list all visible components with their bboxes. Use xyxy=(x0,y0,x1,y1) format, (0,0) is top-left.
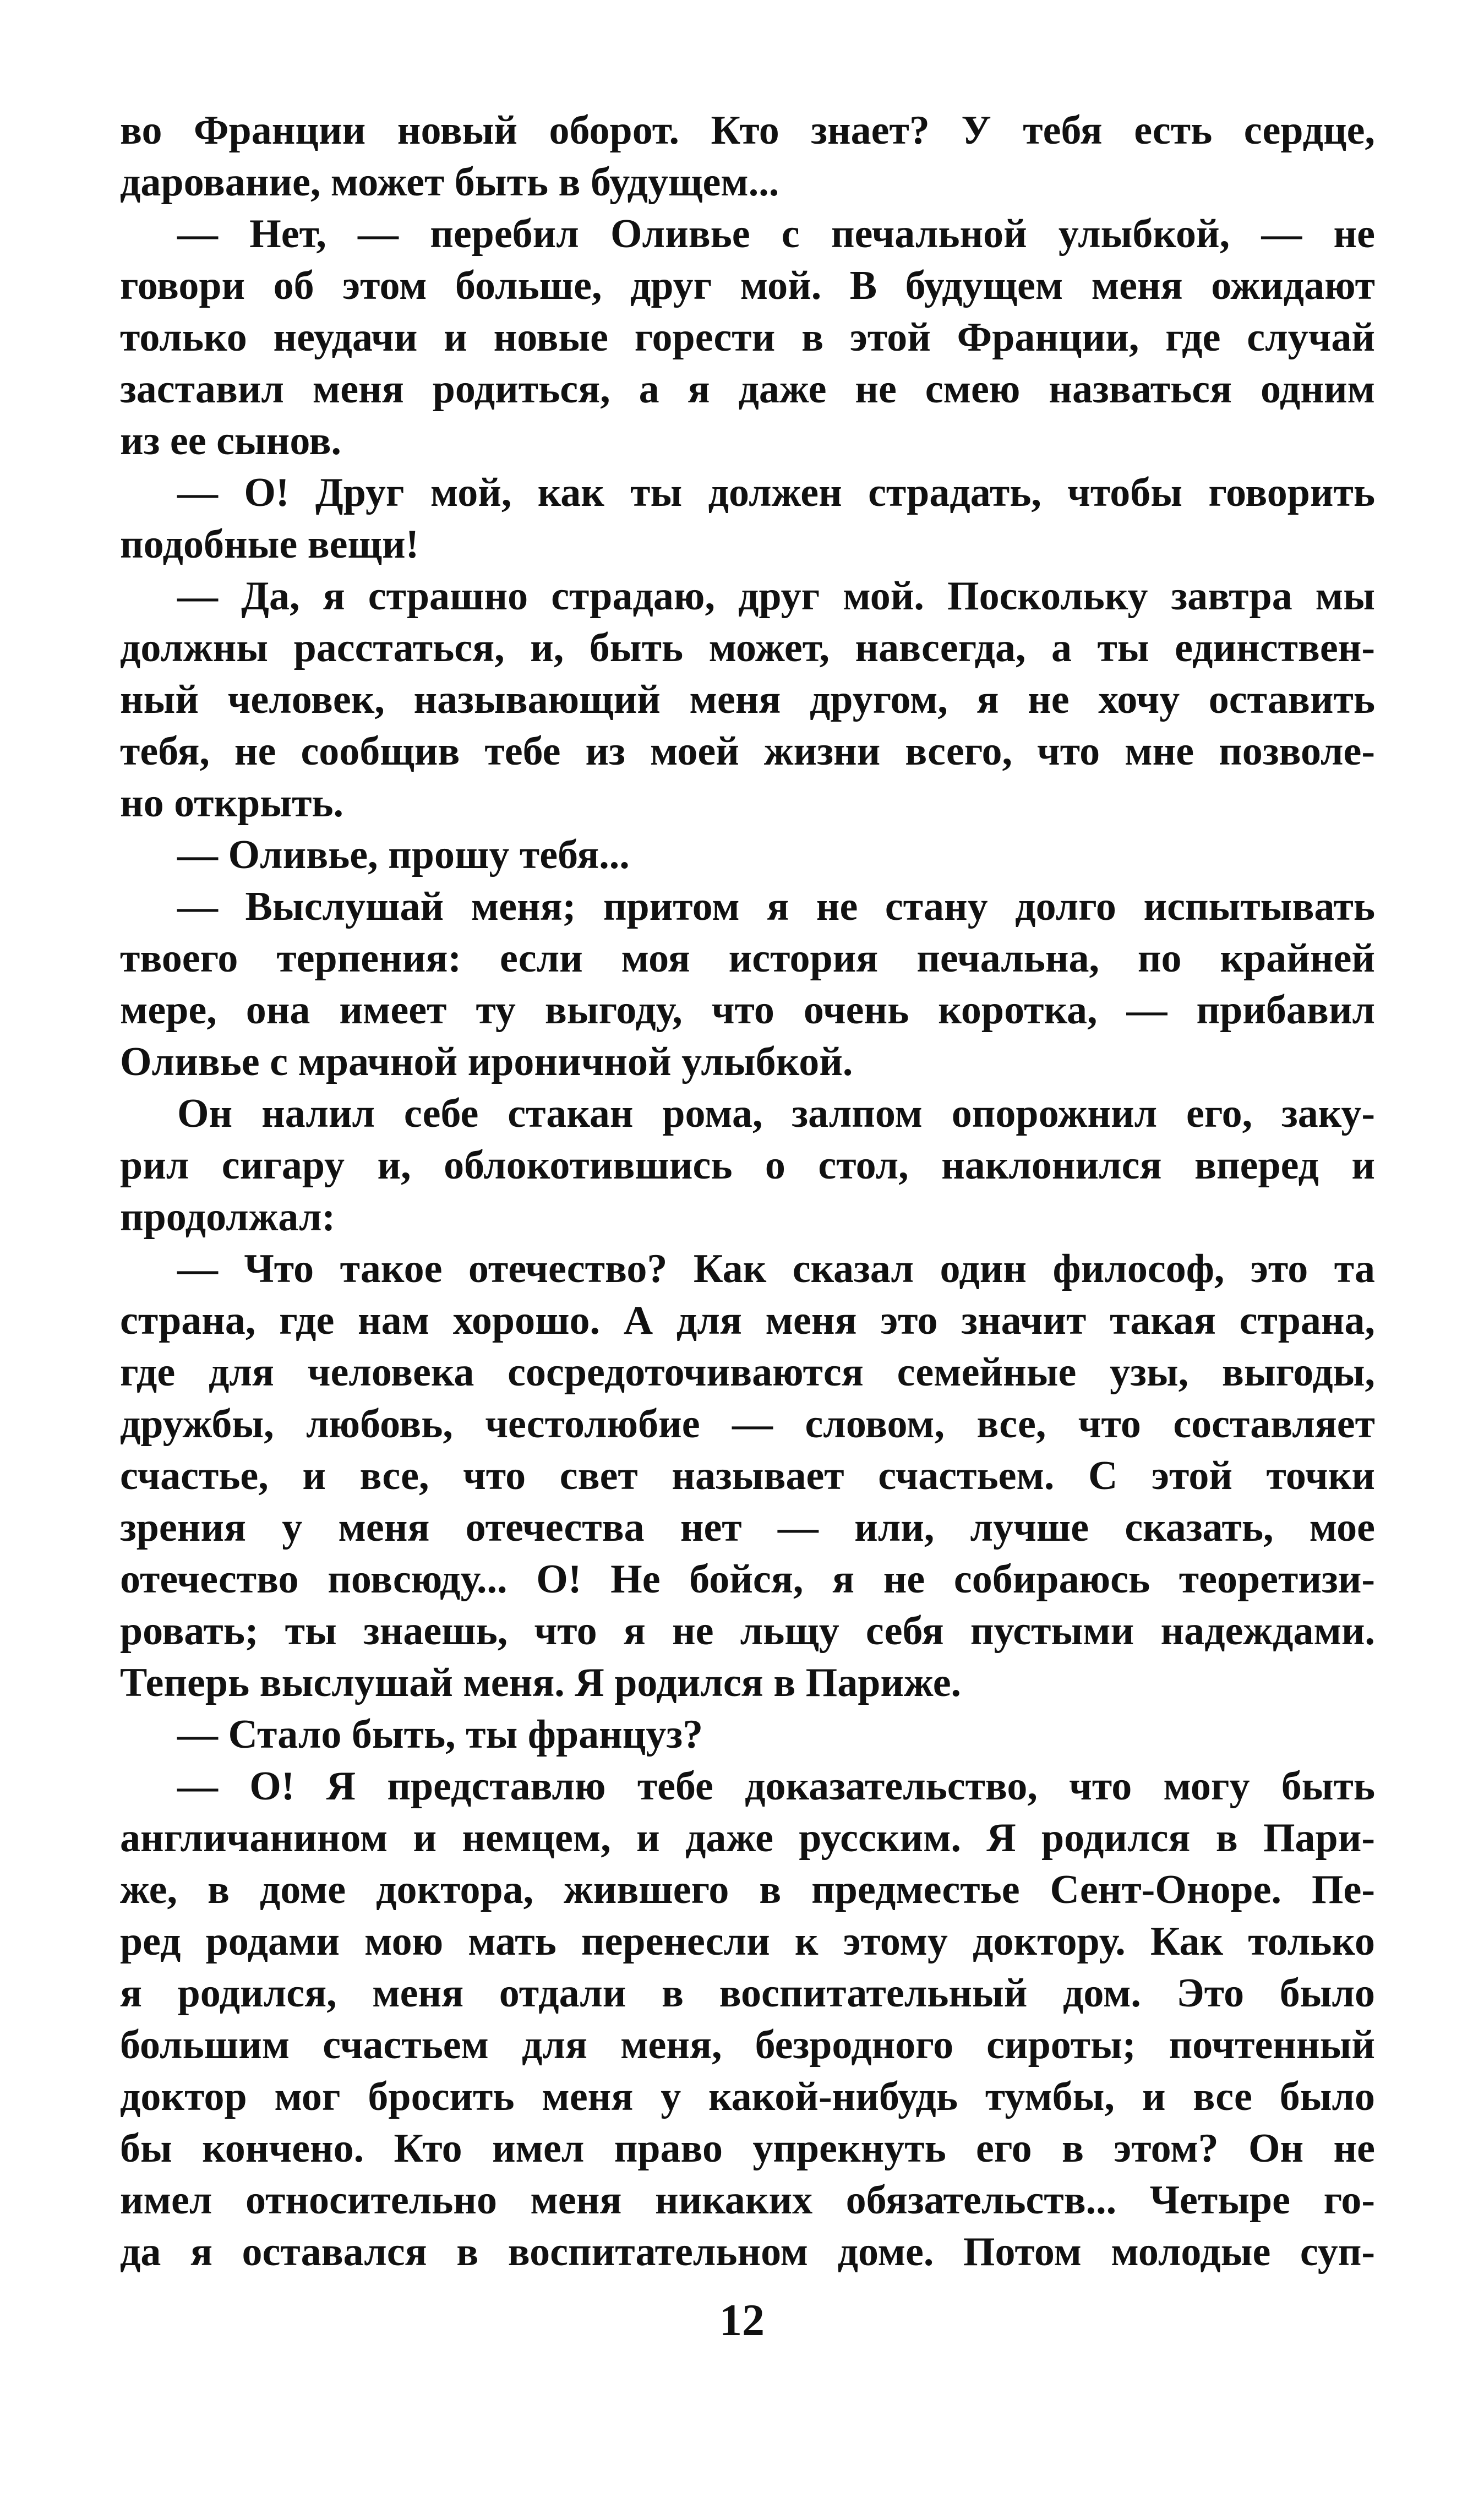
text-line: англичанином и немцем, и даже русским. Я родился в Пари- xyxy=(120,1815,1375,1861)
text-line: Оливье с мрачной ироничной улыбкой. xyxy=(120,1039,853,1084)
text-line: продолжал: xyxy=(120,1195,336,1240)
text-line: ред родами мою мать перенесли к этому доктору. Как только xyxy=(120,1919,1375,1964)
text-line: — О! Я представлю тебе доказательство, что могу быть xyxy=(177,1764,1375,1809)
page-number: 12 xyxy=(719,2295,765,2345)
text-line: во Франции новый оборот. Кто знает? У тебя есть сердце, xyxy=(120,108,1375,153)
text-line: доктор мог бросить меня у какой-нибудь тумбы, и все было xyxy=(120,2074,1375,2119)
text-line: страна, где нам хорошо. А для меня это значит такая страна, xyxy=(120,1298,1375,1343)
text-line: твоего терпения: если моя история печальна, по крайней xyxy=(120,936,1375,981)
text-line: только неудачи и новые горести в этой Франции, где случай xyxy=(120,315,1375,360)
text-line: Он налил себе стакан рома, залпом опорожнил его, заку- xyxy=(177,1091,1375,1136)
text-line: счастье, и все, что свет называет счастьем. С этой точки xyxy=(120,1453,1375,1498)
text-line: же, в доме доктора, жившего в предместье Сент-Оноре. Пе- xyxy=(120,1867,1375,1912)
text-line: дружбы, любовь, честолюбие — словом, все, что составляет xyxy=(120,1401,1375,1447)
text-line: — Что такое отечество? Как сказал один философ, это та xyxy=(177,1246,1375,1291)
text-line: большим счастьем для меня, безродного сироты; почтенный xyxy=(120,2022,1375,2068)
text-line: — Оливье, прошу тебя... xyxy=(177,832,630,877)
body-text xyxy=(120,105,1375,2278)
text-line: дарование, может быть в будущем... xyxy=(120,160,779,205)
text-line: — Выслушай меня; притом я не стану долго испытывать xyxy=(177,884,1375,929)
text-line: заставил меня родиться, а я даже не смею назваться одним xyxy=(120,367,1375,412)
text-line: я родился, меня отдали в воспитательный дом. Это было xyxy=(120,1971,1375,2016)
text-line: тебя, не сообщив тебе из моей жизни всего, что мне позволе- xyxy=(120,729,1375,774)
text-line: где для человека сосредоточиваются семейные узы, выгоды, xyxy=(120,1350,1375,1395)
text-line: бы кончено. Кто имел право упрекнуть его в этом? Он не xyxy=(120,2126,1375,2171)
text-line: но открыть. xyxy=(120,781,344,826)
text-line: имел относительно меня никаких обязательств... Четыре го- xyxy=(120,2178,1375,2223)
text-line: Теперь выслушай меня. Я родился в Париже. xyxy=(120,1660,962,1705)
text-line: мере, она имеет ту выгоду, что очень коротка, — прибавил xyxy=(120,988,1375,1033)
text-line: отечество повсюду... О! Не бойся, я не собираюсь теоретизи- xyxy=(120,1557,1375,1602)
text-line: ровать; ты знаешь, что я не льщу себя пустыми надеждами. xyxy=(120,1608,1375,1654)
text-line: должны расстаться, и, быть может, навсегда, а ты единствен- xyxy=(120,625,1375,670)
text-line: — Стало быть, ты француз? xyxy=(177,1712,703,1757)
text-line: — Нет, — перебил Оливье с печальной улыбкой, — не xyxy=(177,211,1375,257)
text-line: ный человек, называющий меня другом, я не хочу оставить xyxy=(120,677,1375,722)
text-line: — О! Друг мой, как ты должен страдать, чтобы говорить xyxy=(177,470,1375,515)
text-line: зрения у меня отечества нет — или, лучше сказать, мое xyxy=(120,1505,1375,1550)
text-line: подобные вещи! xyxy=(120,522,419,567)
text-line: говори об этом больше, друг мой. В будущем меня ожидают xyxy=(120,263,1375,308)
text-line: — Да, я страшно страдаю, друг мой. Поскольку завтра мы xyxy=(177,574,1375,619)
text-line: да я оставался в воспитательном доме. Потом молодые суп- xyxy=(120,2229,1375,2275)
text-line: из ее сынов. xyxy=(120,418,341,463)
text-line: рил сигару и, облокотившись о стол, наклонился вперед и xyxy=(120,1143,1375,1188)
